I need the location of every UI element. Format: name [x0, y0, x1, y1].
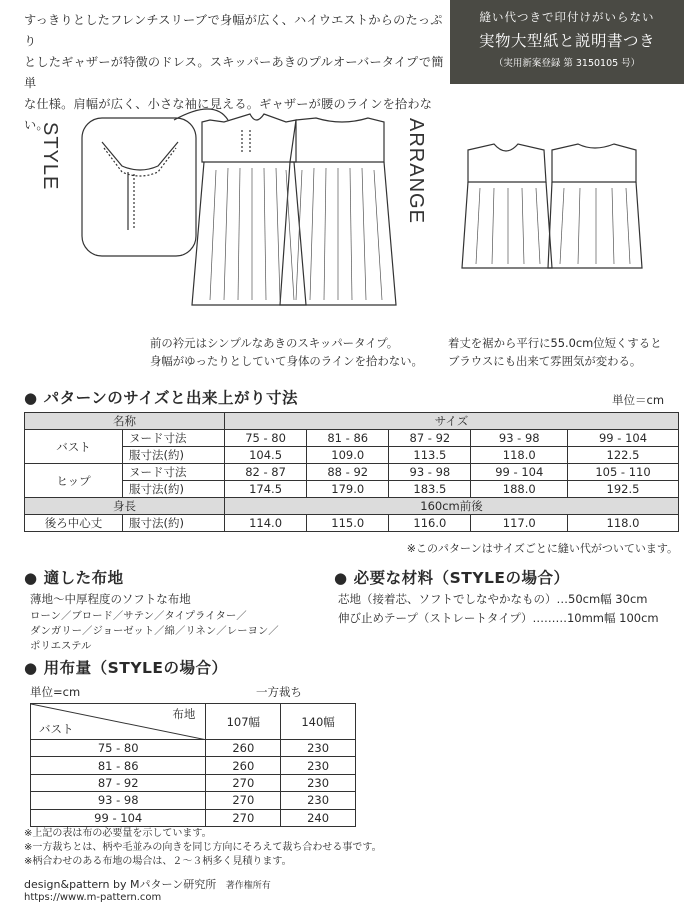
row-label: ヒップ — [25, 464, 123, 498]
size-table — [24, 412, 679, 532]
materials-title: ● 必要な材料（STYLEの場合） — [334, 569, 570, 587]
size-note: ※このパターンはサイズごとに縫い代がついています。 — [406, 542, 678, 555]
row-sublabel: 服寸法(約) — [123, 447, 225, 464]
height-value: 160cm前後 — [225, 498, 679, 515]
front-bodice — [202, 114, 296, 162]
caption-line: 身幅がゆったりとしていて身体のラインを拾わない。 — [150, 354, 423, 368]
row-sublabel: ヌード寸法 — [123, 430, 225, 447]
arrange-label: ARRANGE — [405, 118, 427, 224]
pattern-badge — [450, 0, 684, 84]
row-sublabel: 服寸法(約) — [123, 515, 225, 532]
arrange-caption — [448, 334, 662, 370]
caption-line: 前の衿元はシンプルなあきのスキッパータイプ。 — [150, 336, 399, 350]
table-row: 服寸法(約) 174.5 179.0 183.5 188.0 192.5 — [25, 481, 679, 498]
header-diagonal — [31, 704, 206, 740]
row-sublabel: ヌード寸法 — [123, 464, 225, 481]
collar-detail-frame — [82, 118, 196, 256]
fabric-title: ● 適した布地 — [24, 569, 124, 587]
table-row: 75 - 80 260 230 — [31, 740, 356, 757]
yardage-title: ● 用布量（STYLEの場合） — [24, 659, 228, 677]
arrange-front-bodice — [468, 144, 546, 182]
fabric-line: ポリエステル — [30, 640, 92, 652]
caption-line: ブラウスにも出来て雰囲気が変わる。 — [448, 354, 642, 368]
table-row: ヒップ ヌード寸法 82 - 87 88 - 92 93 - 98 99 - 104 105 - 110 — [25, 464, 679, 481]
table-row: 81 - 86 260 230 — [31, 757, 356, 774]
badge-line: 縫い代つきで印付けがいらない — [479, 10, 655, 24]
note-line: ※柄合わせのある布地の場合は、２～３柄多く見積ります。 — [24, 856, 292, 867]
table-row — [31, 704, 356, 740]
intro-line: な仕様。肩幅が広く、小さな袖に見える。ギャザーが腰のラインを拾わない。 — [24, 97, 433, 132]
table-row: 87 - 92 270 230 — [31, 774, 356, 791]
yardage-notes — [24, 827, 382, 869]
note-line: ※一方裁ちとは、柄や毛並みの向きを同じ方向にそろえて裁ち合わせる事です。 — [24, 842, 382, 853]
back-bodice — [290, 118, 384, 162]
yardage-unit: 単位=cm — [30, 685, 81, 699]
table-row: 93 - 98 270 230 — [31, 792, 356, 809]
fabric-list — [30, 590, 279, 654]
table-row — [25, 498, 679, 515]
fabric-line: ダンガリー／ジョーゼット／綿／リネン／レーヨン／ — [30, 625, 279, 637]
fabric-line: 薄地～中厚程度のソフトな布地 — [30, 592, 191, 606]
style-caption — [150, 334, 423, 370]
style-label: STYLE — [39, 122, 61, 191]
intro-line: としたギャザーが特徴のドレス。スキッパーあきのプルオーバータイプで簡単 — [24, 55, 444, 90]
header-name: 名称 — [25, 413, 225, 430]
arrange-back-bodice — [552, 144, 636, 182]
footer-brand — [24, 876, 271, 892]
width-140-header: 140幅 — [281, 704, 356, 740]
table-row: バスト ヌード寸法 75 - 80 81 - 86 87 - 92 93 - 98 99 - 104 — [25, 430, 679, 447]
copyright-text: 著作権所有 — [225, 881, 271, 891]
materials-list — [338, 590, 659, 628]
bust-header: バスト — [39, 722, 74, 736]
row-label: 身長 — [25, 498, 225, 515]
size-unit: 単位＝cm — [612, 393, 665, 407]
material-line: 伸び止めテープ（ストレートタイプ）………10mm幅 100cm — [338, 611, 659, 625]
badge-title: 実物大型紙と説明書つき — [478, 32, 655, 50]
intro-line: すっきりとしたフレンチスリーブで身幅が広く、ハイウエストからのたっぷり — [24, 13, 443, 48]
table-row: 後ろ中心丈 服寸法(約) 114.0 115.0 116.0 117.0 118.0 — [25, 515, 679, 532]
material-line: 芯地（接着芯、ソフトでしなやかなもの）…50cm幅 30cm — [338, 592, 648, 606]
header-size: サイズ — [225, 413, 679, 430]
row-sublabel: 服寸法(約) — [123, 481, 225, 498]
width-107-header: 107幅 — [206, 704, 281, 740]
table-row: 99 - 104 270 240 — [31, 809, 356, 826]
yardage-cut: 一方裁ち — [256, 685, 302, 699]
size-section-title: ● パターンのサイズと出来上がり寸法 — [24, 389, 299, 407]
caption-line: 着丈を裾から平行に55.0cm位短くすると — [448, 336, 662, 350]
row-label: 後ろ中心丈 — [25, 515, 123, 532]
fabric-header: 布地 — [172, 707, 196, 721]
table-row — [25, 413, 679, 430]
footer-url[interactable]: https://www.m-pattern.com — [24, 892, 162, 903]
table-row: 服寸法(約) 104.5 109.0 113.5 118.0 122.5 — [25, 447, 679, 464]
brand-text: design&pattern by Mパターン研究所 — [24, 878, 217, 891]
dress-illustration — [24, 100, 679, 368]
note-line: ※上記の表は布の必要量を示しています。 — [24, 828, 212, 839]
badge-registration: （実用新案登録 第 3150105 号） — [493, 58, 641, 69]
row-label: バスト — [25, 430, 123, 464]
fabric-line: ローン／ブロード／サテン／タイプライター／ — [30, 610, 247, 622]
yardage-table — [30, 703, 356, 827]
